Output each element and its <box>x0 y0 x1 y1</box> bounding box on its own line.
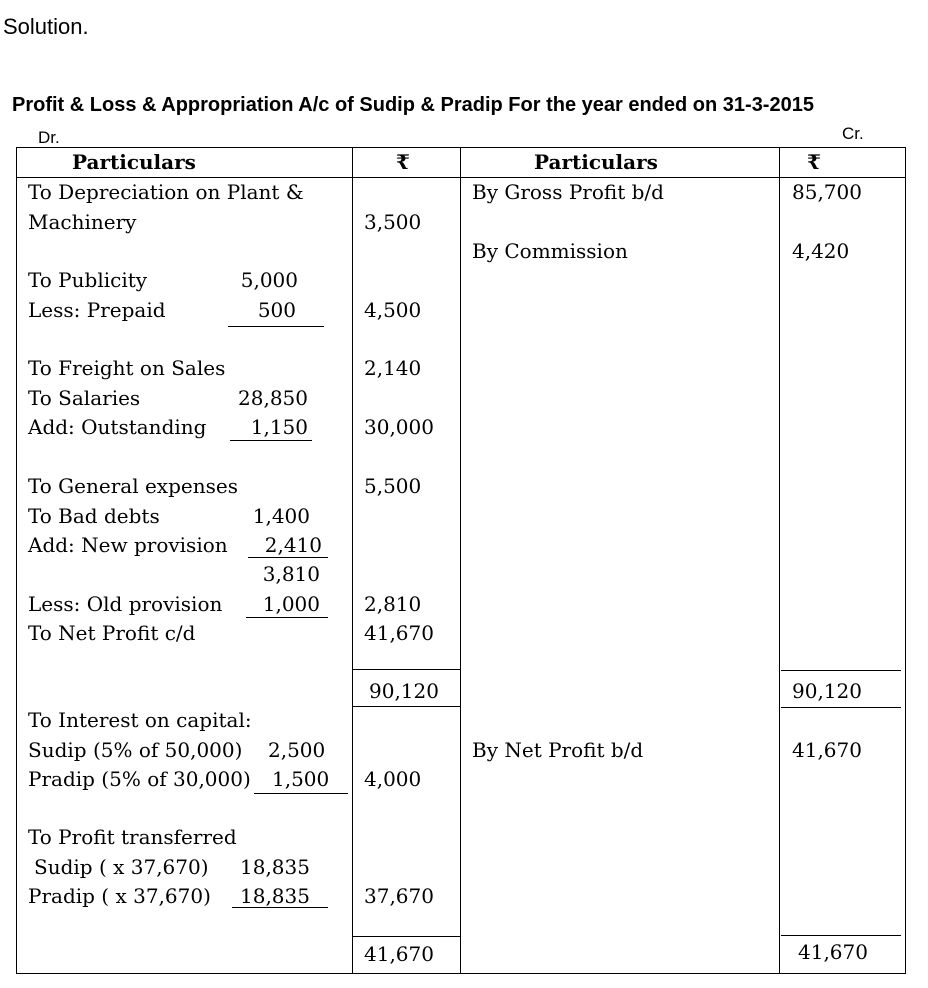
credit-total-2: 41,670 <box>798 940 868 964</box>
commission-amount: 4,420 <box>792 239 850 263</box>
cr-label: Cr. <box>842 124 864 143</box>
credit-total-1: 90,120 <box>792 679 862 703</box>
profit-transferred-label: To Profit transferred <box>28 825 237 849</box>
interest-pradip-label: Pradip (5% of 30,000) <box>28 767 251 791</box>
column-header-amount-dr: ₹ <box>396 150 410 174</box>
outstanding-value: 1,150 <box>250 415 308 439</box>
new-provision-value: 2,410 <box>264 533 322 557</box>
general-expenses-label: To General expenses <box>28 474 238 498</box>
salaries-label: To Salaries <box>28 386 141 410</box>
account-title: Profit & Loss & Appropriation A/c of Sudip & Pradip For the year ended on 31-3-2015 <box>12 94 814 116</box>
freight-amount: 2,140 <box>364 356 422 380</box>
freight-label: To Freight on Sales <box>28 356 226 380</box>
depreciation-label-line2: Machinery <box>28 210 137 234</box>
column-header-amount-cr: ₹ <box>807 150 821 174</box>
bad-debts-label: To Bad debts <box>28 504 160 528</box>
old-provision-label: Less: Old provision <box>28 592 223 616</box>
prepaid-label: Less: Prepaid <box>28 298 166 322</box>
net-profit-bd-amount: 41,670 <box>792 738 862 762</box>
general-expenses-amount: 5,500 <box>364 474 422 498</box>
provision-amount: 2,810 <box>364 592 422 616</box>
transfer-pradip-value: 18,835 <box>240 884 310 908</box>
provision-subtotal: 3,810 <box>262 562 320 586</box>
interest-amount: 4,000 <box>364 767 422 791</box>
transfer-amount: 37,670 <box>364 884 434 908</box>
prepaid-value: 500 <box>257 298 296 322</box>
interest-label: To Interest on capital: <box>28 708 252 732</box>
publicity-amount: 4,500 <box>364 298 422 322</box>
old-provision-value: 1,000 <box>262 592 320 616</box>
dr-label: Dr. <box>38 128 60 147</box>
transfer-sudip-value: 18,835 <box>240 855 310 879</box>
interest-sudip-value: 2,500 <box>268 738 326 762</box>
outstanding-label: Add: Outstanding <box>28 415 207 439</box>
net-profit-bd-label: By Net Profit b/d <box>472 738 644 762</box>
solution-heading: Solution. <box>3 14 89 39</box>
interest-pradip-value: 1,500 <box>272 767 330 791</box>
publicity-label: To Publicity <box>28 268 148 292</box>
transfer-sudip-label: Sudip ( x 37,670) <box>34 855 209 879</box>
interest-sudip-label: Sudip (5% of 50,000) <box>28 738 243 762</box>
column-header-particulars-cr: Particulars <box>534 150 658 174</box>
debit-total-2: 41,670 <box>364 942 434 966</box>
column-header-particulars-dr: Particulars <box>72 150 196 174</box>
depreciation-amount: 3,500 <box>364 210 422 234</box>
gross-profit-amount: 85,700 <box>792 180 862 204</box>
bad-debts-value: 1,400 <box>252 504 310 528</box>
publicity-value: 5,000 <box>240 268 298 292</box>
commission-label: By Commission <box>472 239 628 263</box>
depreciation-label-line1: To Depreciation on Plant & <box>28 180 304 204</box>
salaries-amount: 30,000 <box>364 415 434 439</box>
new-provision-label: Add: New provision <box>28 533 228 557</box>
transfer-pradip-label: Pradip ( x 37,670) <box>28 884 211 908</box>
gross-profit-label: By Gross Profit b/d <box>472 180 664 204</box>
debit-total-1: 90,120 <box>369 679 439 703</box>
salaries-value: 28,850 <box>238 386 308 410</box>
net-profit-cd-label: To Net Profit c/d <box>28 621 196 645</box>
net-profit-cd-amount: 41,670 <box>364 621 434 645</box>
